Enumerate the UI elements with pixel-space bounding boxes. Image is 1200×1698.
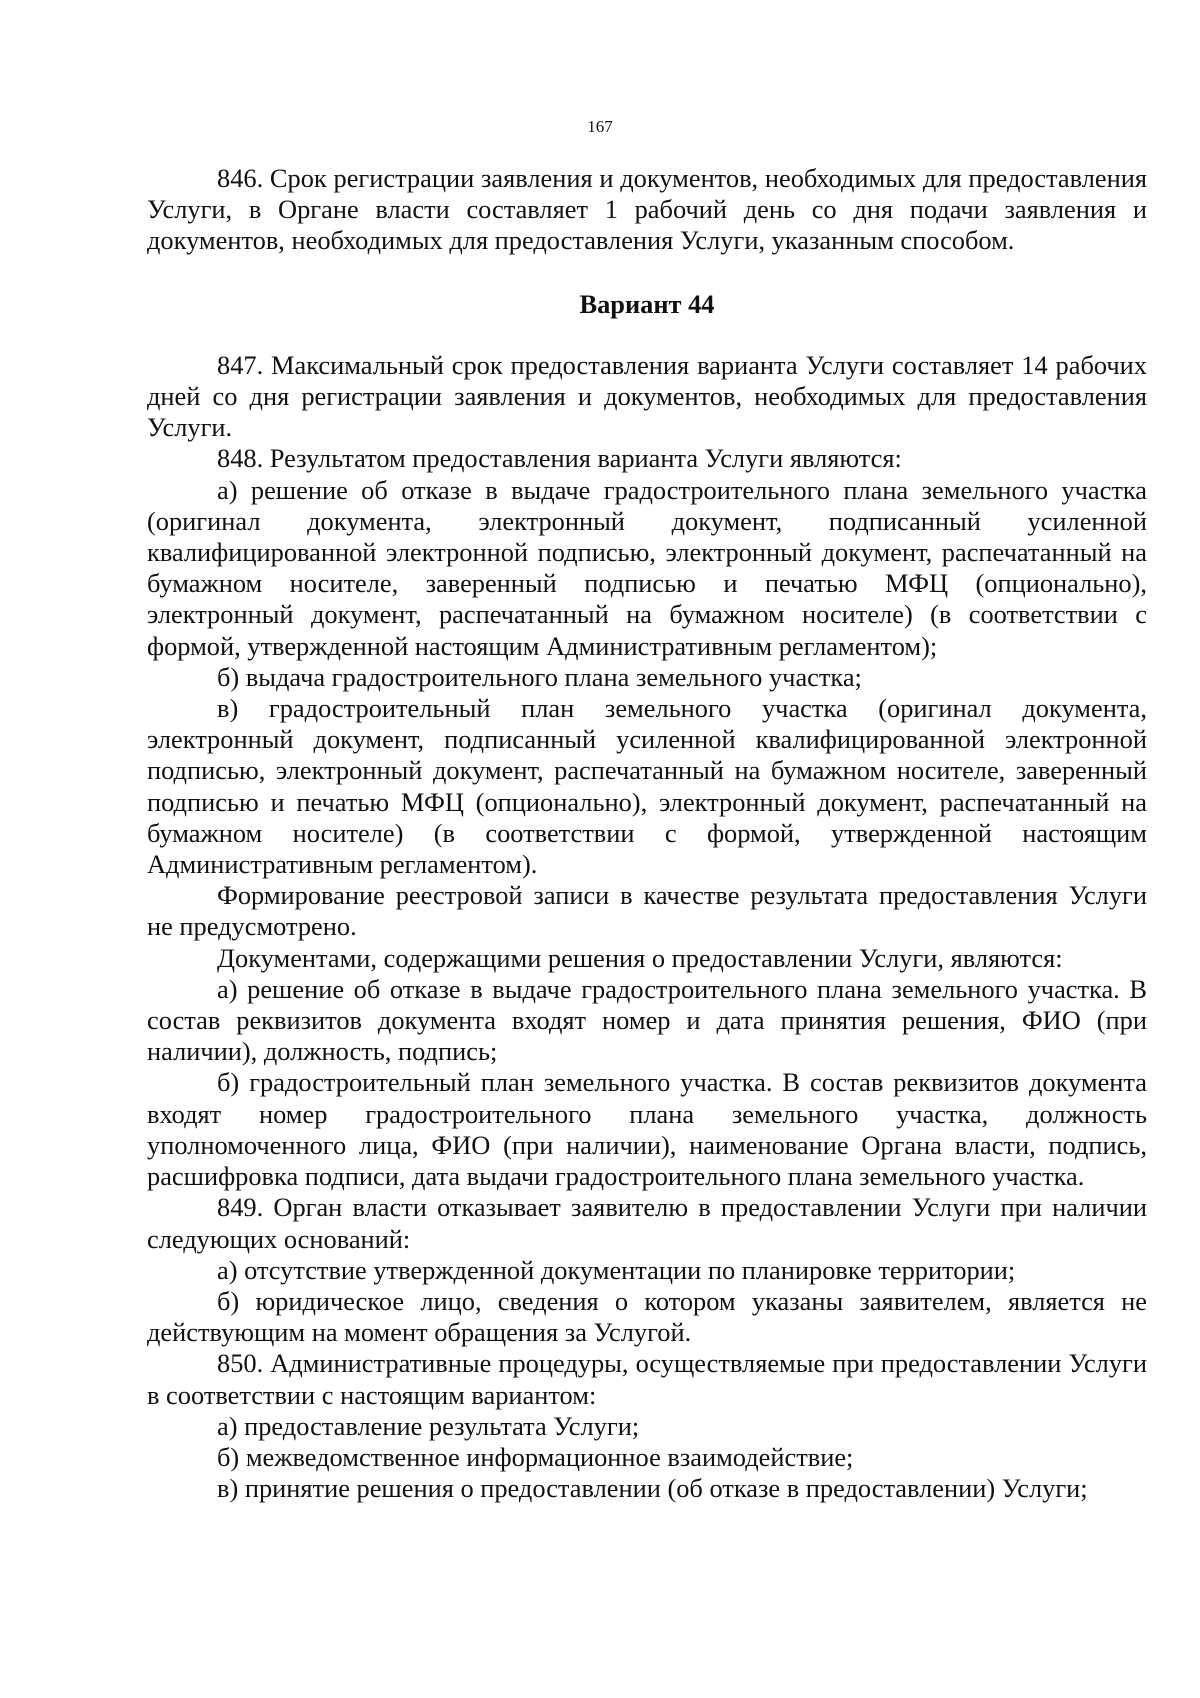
paragraph-849-a: а) отсутствие утвержденной документации по планировке территории; (217, 1254, 1016, 1285)
paragraph-850-v: в) принятие решения о предоставлении (об отказе в предоставлении) Услуги; (217, 1473, 1088, 1504)
paragraph-850-a: а) предоставление результата Услуги; (217, 1410, 640, 1441)
paragraph-849-b: б) юридическое лицо, сведения о котором указаны заявителем, является не действующим на момент обращения за Услугой. (147, 1285, 1147, 1348)
paragraph-848: 848. Результатом предоставления варианта Услуги являются: (217, 443, 902, 474)
paragraph-documents: Документами, содержащими решения о предоставлении Услуги, являются: (217, 942, 1063, 973)
paragraph-documents-a: а) решение об отказе в выдаче градостроительного плана земельного участка. В состав реквизитов документа входят номер и дата принятия решения, ФИО (при наличии), должность, подпись; (147, 973, 1147, 1067)
paragraph-registry: Формирование реестровой записи в качестве результата предоставления Услуги не предусмотрено. (147, 880, 1147, 942)
paragraph-849: 849. Орган власти отказывает заявителю в предоставлении Услуги при наличии следующих оснований: (147, 1192, 1147, 1254)
paragraph-848-a: а) решение об отказе в выдаче градостроительного плана земельного участка (оригинал документа, электронный документ, подписанный усиленной квалифицированной электронной подписью, электронный документ, распечатанный на бумажном носителе, заверенный подписью и печатью МФЦ (опционально), электронный документ, распечатанный на бумажном носителе) (в соответствии с формой, утвержденной настоящим Административным регламентом); (147, 474, 1147, 661)
paragraph-846: 846. Срок регистрации заявления и документов, необходимых для предоставления Услуги, в Органе власти составляет 1 рабочий день со дня подачи заявления и документов, необходимых для предоставления Услуги, указанным способом. (147, 163, 1147, 256)
paragraph-847: 847. Максимальный срок предоставления варианта Услуги составляет 14 рабочих дней со дня регистрации заявления и документов, необходимых для предоставления Услуги. (147, 349, 1147, 443)
page-number: 167 (587, 117, 613, 136)
paragraph-documents-b: б) градостроительный план земельного участка. В состав реквизитов документа входят номер градостроительного плана земельного участка, должность уполномоченного лица, ФИО (при наличии), наименование Органа власти, подпись, расшифровка подписи, дата выдачи градостроительного плана земельного участка. (147, 1067, 1147, 1192)
paragraph-848-b: б) выдача градостроительного плана земельного участка; (217, 661, 862, 692)
paragraph-850: 850. Административные процедуры, осуществляемые при предоставлении Услуги в соответствии с настоящим вариантом: (147, 1348, 1147, 1410)
section-heading: Вариант 44 (579, 288, 715, 319)
document-body (147, 163, 1147, 1504)
paragraph-850-b: б) межведомственное информационное взаимодействие; (217, 1441, 854, 1472)
paragraph-848-v: в) градостроительный план земельного участка (оригинал документа, электронный документ, подписанный усиленной квалифицированной электронной подписью, электронный документ, распечатанный на бумажном носителе, заверенный подписью и печатью МФЦ (опционально), электронный документ, распечатанный на бумажном носителе) (в соответствии с формой, утвержденной настоящим Административным регламентом). (147, 693, 1147, 880)
